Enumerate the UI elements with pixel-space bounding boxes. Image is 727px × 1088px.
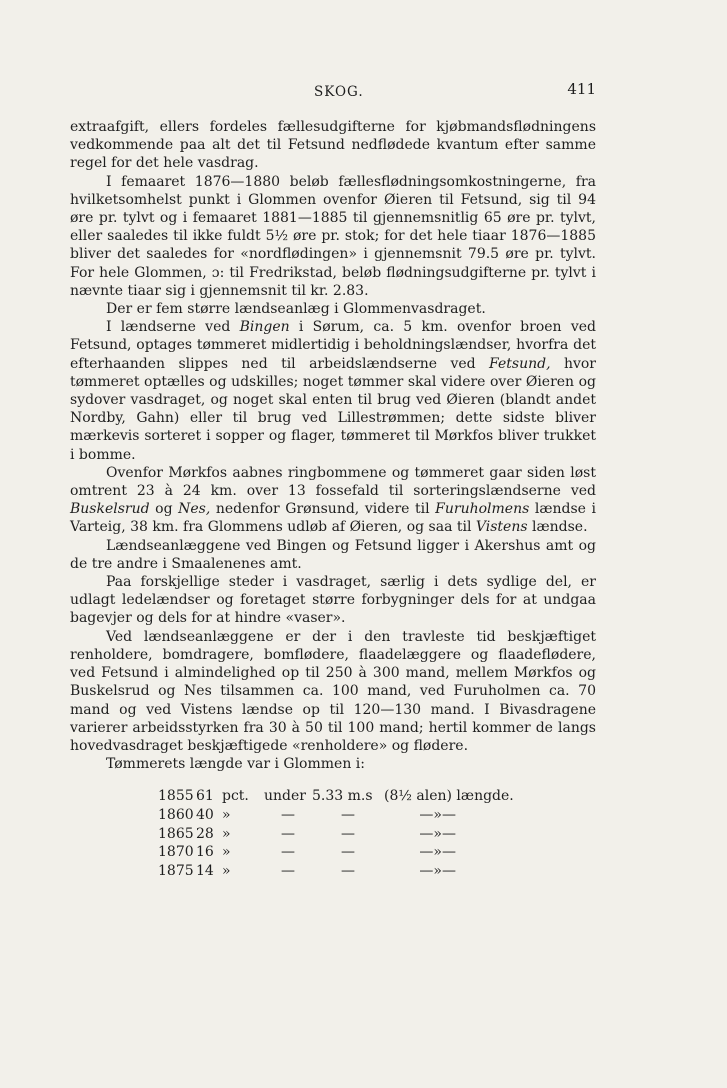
cell-ditto: — [341, 825, 355, 842]
paragraph-4 [70, 318, 596, 464]
text-run: lændse. [527, 519, 588, 536]
text-run: Ovenfor Mørkfos aabnes ringbommene og tømmeret gaar siden løst omtrent 23 à 24 km. over 13 fossefald til sorteringslændserne ved [70, 464, 596, 500]
cell-ditto: —»— [419, 862, 456, 879]
place-name-furuholmens: Furuholmens [435, 501, 530, 518]
place-name-vistens: Vistens [475, 519, 528, 536]
table-row [158, 787, 596, 806]
cell-percent: 61 [196, 788, 214, 805]
paragraph-3: Der er fem større lændseanlæg i Glommenvasdraget. [106, 301, 486, 318]
table-row [158, 862, 596, 881]
text-run: i Sørum, ca. 5 km. ovenfor broen ved Fetsund, optages tømmeret midlertidig i beholdningslændser, hvorfra det efterhaanden slippes ned til arbeidslændserne ved [70, 319, 596, 372]
page-number: 411 [567, 80, 596, 98]
cell-ditto: » [222, 806, 231, 823]
cell-ditto: —»— [419, 844, 456, 861]
cell-ditto: — [281, 825, 295, 842]
cell-percent: 14 [196, 862, 214, 879]
table-row [158, 843, 596, 862]
cell-ditto: — [281, 806, 295, 823]
text-run: hvor tømmeret optælles og udskilles; noget tømmer skal videre over Øieren og sydover vasdraget, og noget skal enten til brug ved Øieren (blandt andet Nordby, Gahn) eller til brug ved Lillestrømmen; dette sidste bliver mærkevis sorteret i sopper og flager, tømmeret til Mørkfos bliver trukket i bomme. [70, 355, 596, 463]
cell-year: 1870 [158, 844, 194, 861]
cell-ditto: —»— [419, 806, 456, 823]
paragraph-5 [70, 464, 596, 537]
cell-ditto: — [281, 844, 295, 861]
cell-unit: pct. [222, 788, 249, 805]
cell-year: 1860 [158, 806, 194, 823]
cell-ditto: —»— [419, 825, 456, 842]
paragraph-2: I femaaret 1876—1880 beløb fællesflødningsomkostningerne, fra hvilketsomhelst punkt i Glommen ovenfor Øieren til Fetsund, sig til 94 øre pr. tylvt og i femaaret 1881—1885 til gjennemsnitlig 65 øre pr. tylvt, eller saaledes til ikke fuldt 5½ øre pr. stok; for det hele tiaar 1876—1885 bliver det saaledes for «nordflødingen» i gjennemsnit 79.5 øre pr. tylvt. For hele Glommen, ɔ: til Fredrikstad, beløb flødningsudgifterne pr. tylvt i nævnte tiaar sig i gjennemsnit til kr. 2.83. [70, 173, 596, 299]
cell-ditto: — [341, 844, 355, 861]
text-run: og [149, 501, 179, 518]
cell-year: 1865 [158, 825, 194, 842]
cell-ditto: » [222, 844, 231, 861]
document-page [70, 76, 596, 880]
text-run: lændse i Varteig, 38 km. fra Glommens udløb af Øieren, og saa til [70, 501, 596, 536]
timber-length-table [158, 787, 596, 880]
cell-year: 1875 [158, 862, 194, 879]
cell-alen: (8½ alen) længde. [384, 788, 514, 805]
place-name-buskelsrud: Buskelsrud [70, 501, 150, 518]
place-name-nes: Nes, [178, 501, 211, 518]
cell-length: 5.33 m.s [312, 788, 373, 805]
text-run: I lændserne ved [106, 319, 240, 336]
paragraph-8: Ved lændseanlæggene er der i den travleste tid beskjæftiget renholdere, bomdragere, bomflødere, flaadelæggere og flaadeflødere, ved Fetsund i almindelighed op til 250 à 300 mand, mellem Mørkfos og Buskelsrud og Nes tilsammen ca. 100 mand, ved Furuholmen ca. 70 mand og ved Vistens lændse op til 120—130 mand. I Bivasdragene varierer arbeidsstyrken fra 30 à 50 til 100 mand; hertil kommer de langs hovedvasdraget beskjæftigede «renholdere» og flødere. [70, 628, 596, 754]
body-text [70, 118, 596, 773]
place-name-bingen: Bingen [239, 319, 290, 336]
place-name-fetsund: Fetsund, [489, 355, 551, 372]
table-row [158, 806, 596, 825]
cell-under: under [264, 788, 306, 805]
cell-ditto: » [222, 825, 231, 842]
cell-year: 1855 [158, 788, 194, 805]
running-title: SKOG. [314, 84, 364, 100]
cell-percent: 28 [196, 825, 214, 842]
paragraph-1: extraafgift, ellers fordeles fællesudgifterne for kjøbmandsflødningens vedkommende paa alt det til Fetsund nedflødede kvantum efter samme regel for det hele vasdrag. [70, 119, 596, 172]
cell-percent: 40 [196, 806, 214, 823]
paragraph-7: Paa forskjellige steder i vasdraget, særlig i dets sydlige del, er udlagt ledelændser og foretaget større forbygninger dels for at undgaa bagevjer og dels for at hindre «vaser». [70, 574, 596, 627]
cell-ditto: — [281, 862, 295, 879]
cell-ditto: — [341, 862, 355, 879]
cell-percent: 16 [196, 844, 214, 861]
paragraph-6: Lændseanlæggene ved Bingen og Fetsund ligger i Akershus amt og de tre andre i Smaalenenes amt. [70, 537, 596, 572]
text-run: nedenfor Grønsund, videre til [210, 501, 436, 518]
paragraph-9: Tømmerets længde var i Glommen i: [106, 756, 365, 773]
table-row [158, 825, 596, 844]
cell-ditto: » [222, 862, 231, 879]
cell-ditto: — [341, 806, 355, 823]
running-header [70, 76, 596, 102]
